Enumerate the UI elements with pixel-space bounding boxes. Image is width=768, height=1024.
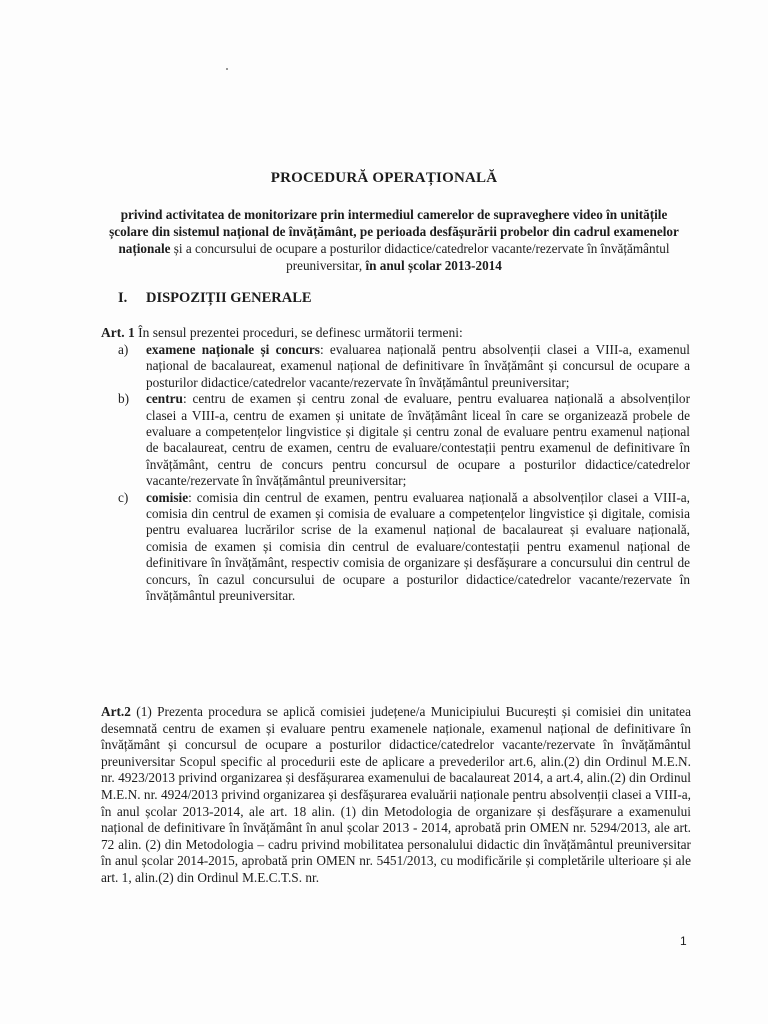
subtitle-year-part: în anul școlar 2013-2014 bbox=[365, 258, 502, 273]
definition-term: examene naționale și concurs bbox=[146, 342, 320, 357]
definition-term: comisie bbox=[146, 489, 189, 505]
definition-text: : evaluarea națională pentru absolvenții clasei a VIII-a, examenul național de bacalaureat, examenul național de definitivare în învățământ și concursul de ocupare a posturilor didactice/catedrelor vacante/rezervate în învățământul preuniversitar; bbox=[146, 342, 690, 390]
document-title: PROCEDURĂ OPERAȚIONALĂ bbox=[270, 170, 498, 186]
article-2-label: Art.2 bbox=[101, 704, 131, 719]
document-subtitle bbox=[108, 206, 680, 274]
article-2-text: (1) Prezenta procedura se aplică comisiei județene/a Municipiului București și comisiei din unitatea desemnată centru de examen și evaluare pentru examenele naționale, examenul național de definitivare în învățământ și concursul de ocupare a posturilor didactice/catedrelor vacante/rezervate în învățământul preuniversitar Scopul specific al procedurii este de aplicare a prevederilor art.6, alin.(2) din Ordinul M.E.N. nr. 4923/2013 privind organizarea și desfășurarea examenului de bacalaureat 2014, a art.4, alin.(2) din Ordinul M.E.N. nr. 4924/2013 privind organizarea și desfășurarea evaluării naționale pentru absolvenții clasei a VIII-a, în anul școlar 2013-2014, ale art. 18 alin. (1) din Metodologia de organizare și desfășurare a examenului național de definitivare în învățământ în anul școlar 2013 - 2014, aprobată prin OMEN nr. 5294/2013, ale art. 72 alin. (2) din Metodologia – cadru privind mobilitatea personalului didactic din învățământul preuniversitar în anul școlar 2014-2015, aprobată prin OMEN nr. 5451/2013, cu modificările și completările ulterioare și ale art. 1, alin.(2) din Ordinul M.E.C.T.S. nr. bbox=[101, 704, 691, 885]
scan-speck bbox=[226, 68, 228, 70]
definition-text: : centru de examen și centru zonal de evaluare, pentru evaluarea națională a absolvenților clasei a VIII-a, centru de examen și unitate de învățământ liceal în care se organizează probele de evaluare a competențelor lingvistice și digitale și centru zonal de evaluare pentru examenul național de bacalaureat, centru de examen, centru de evaluare/contestații pentru examenul de definitivare în învățământ, centru de concurs pentru concursul de ocupare a posturilor didactice/catedrelor vacante/rezervate în învățământul preuniversitar; bbox=[146, 391, 690, 489]
article-2-paragraph bbox=[101, 704, 691, 887]
article-1-intro bbox=[101, 325, 463, 341]
page-number: 1 bbox=[680, 934, 687, 948]
section-heading bbox=[118, 290, 312, 307]
subtitle-normal-part: și a concursului de ocupare a posturilor didactice/catedrelor vacante/rezervate în învățământul preuniversitar, bbox=[170, 241, 670, 273]
subtitle-bold-part: privind activitatea de monitorizare prin intermediul camerelor de supraveghere video în unitățile școlare din sistemul național de învățământ, pe perioada desfășurării probelor din cadrul examenelor naționale bbox=[109, 207, 679, 256]
definition-text: : comisia din centrul de examen, pentru evaluarea națională a absolvenților clasei a VIII-a, comisia din centrul de examen și comisia de evaluare a competențelor lingvistice și digitale, comisia pentru evaluarea lucrărilor scrise de la examenul național de bacalaureat și evaluare națională, comisia de examen și comisia din centrul de evaluare/contestații pentru examenul național de definitivare în învățământ, respectiv comisia de organizare și desfășurare a concursului din centrul de concurs, în cazul concursului de ocupare a posturilor didactice/catedrelor vacante/rezervate în învățământul preuniversitar. bbox=[146, 489, 690, 604]
section-number: I. bbox=[118, 290, 128, 306]
definition-item bbox=[118, 342, 690, 391]
definition-marker: c) bbox=[118, 489, 129, 505]
definition-item bbox=[118, 490, 690, 605]
article-1-label: Art. 1 bbox=[101, 325, 135, 340]
article-1-intro-text: În sensul prezentei proceduri, se definesc următorii termeni: bbox=[134, 325, 463, 340]
definition-marker: b) bbox=[118, 391, 130, 407]
section-title: DISPOZIȚII GENERALE bbox=[146, 290, 312, 306]
definition-term: centru bbox=[146, 391, 183, 407]
definition-item bbox=[118, 391, 690, 489]
definition-marker: a) bbox=[118, 342, 129, 357]
definitions-list bbox=[118, 342, 690, 605]
